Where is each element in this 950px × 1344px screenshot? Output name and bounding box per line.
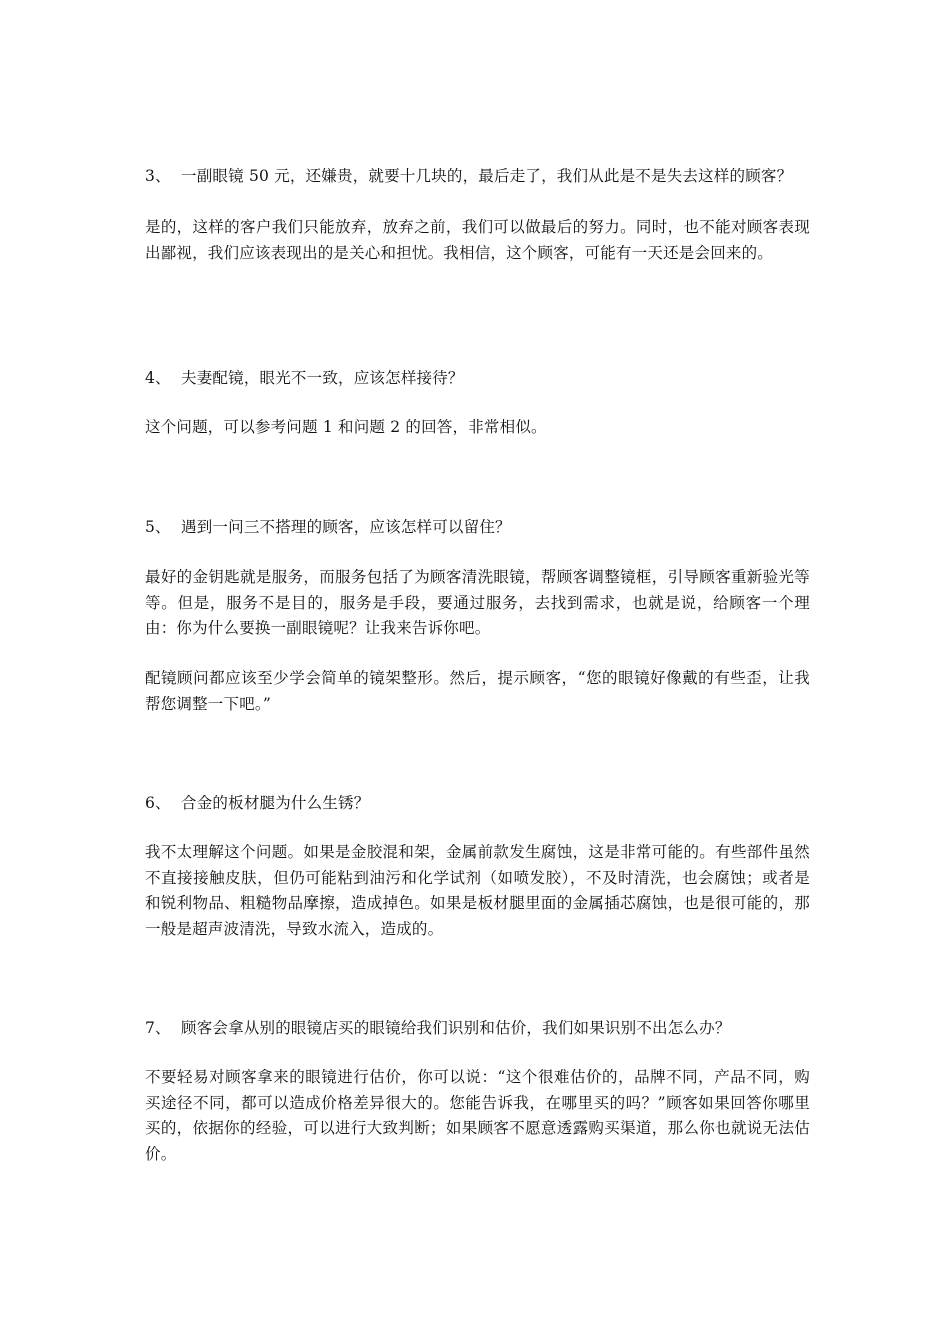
answer-6: 我不太理解这个问题。如果是金胶混和架，金属前款发生腐蚀，这是非常可能的。有些部件虽然不直接接触皮肤，但仍可能粘到油污和化学试剂（如喷发胶），不及时清洗，也会腐蚀；或者是和锐利物品、粗糙物品摩擦，造成掉色。如果是板材腿里面的金属插芯腐蚀，也是很可能的，那一般是超声波清洗，导致水流入，造成的。 (145, 843, 810, 938)
question-7: 7、 顾客会拿从别的眼镜店买的眼镜给我们识别和估价，我们如果识别不出怎么办？ (145, 1019, 731, 1037)
answer-5-paragraph-2: 配镜顾问都应该至少学会简单的镜架整形。然后，提示顾客，“您的眼镜好像戴的有些歪，让我帮您调整一下吧。” (145, 669, 810, 713)
question-6: 6、 合金的板材腿为什么生锈？ (145, 794, 370, 812)
answer-4: 这个问题，可以参考问题 1 和问题 2 的回答，非常相似。 (145, 418, 547, 436)
answer-7: 不要轻易对顾客拿来的眼镜进行估价，你可以说：“这个很难估价的，品牌不同，产品不同，购买途径不同，都可以造成价格差异很大的。您能告诉我，在哪里买的吗？”顾客如果回答你哪里买的，依据你的经验，可以进行大致判断；如果顾客不愿意透露购买渠道，那么你也就说无法估价。 (145, 1068, 810, 1163)
question-4: 4、 夫妻配镜，眼光不一致，应该怎样接待？ (145, 369, 464, 387)
question-5: 5、 遇到一问三不搭理的顾客，应该怎样可以留住？ (145, 518, 511, 536)
answer-5-paragraph-1: 最好的金钥匙就是服务，而服务包括了为顾客清洗眼镜，帮顾客调整镜框，引导顾客重新验光等等。但是，服务不是目的，服务是手段，要通过服务，去找到需求，也就是说，给顾客一个理由：你为什么要换一副眼镜呢？让我来告诉你吧。 (145, 568, 810, 637)
question-3: 3、 一副眼镜 50 元，还嫌贵，就要十几块的，最后走了，我们从此是不是失去这样的顾客？ (145, 167, 793, 185)
answer-3: 是的，这样的客户我们只能放弃，放弃之前，我们可以做最后的努力。同时，也不能对顾客表现出鄙视，我们应该表现出的是关心和担忧。我相信，这个顾客，可能有一天还是会回来的。 (145, 218, 810, 262)
